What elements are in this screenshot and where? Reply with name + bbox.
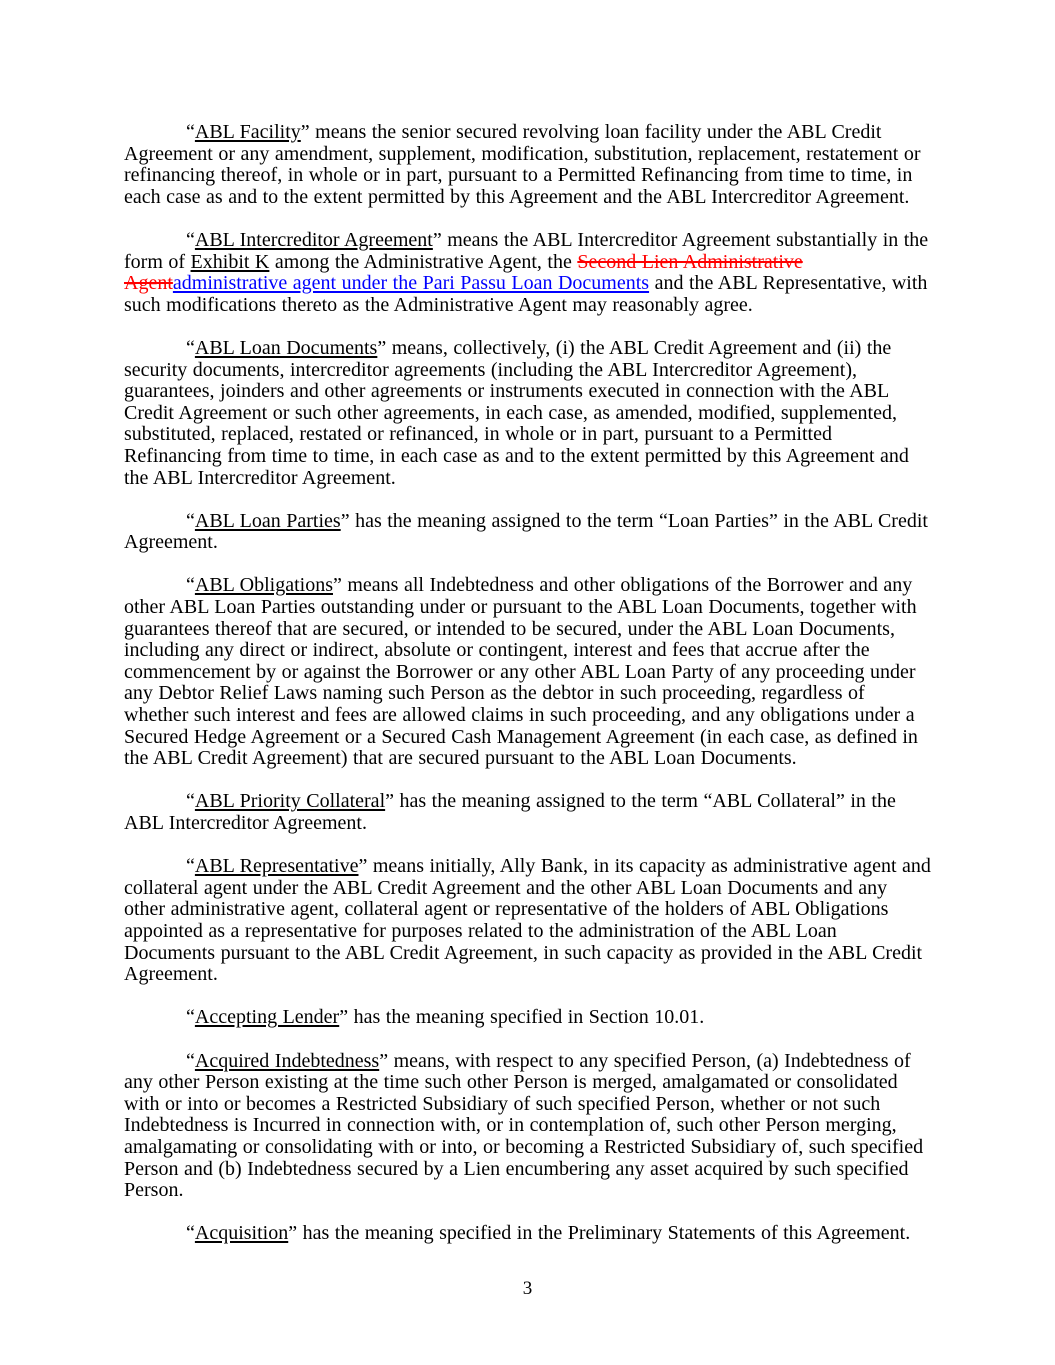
text-run: “ xyxy=(186,574,195,597)
deleted-text: Second Lien Administrative Agent xyxy=(124,250,803,295)
paragraph-4 xyxy=(124,511,932,554)
text-run: ” means all Indebtedness and other obligations of the Borrower and any other ABL Loan Parties outstanding under or pursuant to the ABL Loan Documents, together with guarantees thereof that are secured, or intended to be secured, under the ABL Loan Documents, including any direct or indirect, absolute or contingent, interest and fees that accrue after the commencement by or against the Borrower or any other ABL Loan Party of any proceeding under any Debtor Relief Laws naming such Person as the debtor in such proceeding, regardless of whether such interest and fees are allowed claims in such proceeding, and any obligations under a Secured Hedge Agreement or a Secured Cash Management Agreement (in each case, as defined in the ABL Credit Agreement) that are secured pursuant to the ABL Loan Documents. xyxy=(124,574,918,770)
paragraph-10 xyxy=(124,1223,932,1245)
page-number: 3 xyxy=(522,1278,533,1299)
text-run: ” means initially, Ally Bank, in its capacity as administrative agent and collateral agent under the ABL Credit Agreement and the other ABL Loan Documents and any other administrative agent, collateral agent or representative of the holders of ABL Obligations appointed as a representative for purposes related to the administration of the ABL Loan Documents pursuant to the ABL Credit Agreement, in such capacity as provided in the ABL Credit Agreement. xyxy=(124,855,931,986)
text-run: among the Administrative Agent, the xyxy=(269,250,578,273)
text-run: ” means the senior secured revolving loan facility under the ABL Credit Agreement or any amendment, supplement, modification, substitution, replacement, restatement or refinancing thereof, in whole or in part, pursuant to a Permitted Refinancing from time to time, in each case as and to the extent permitted by this Agreement and the ABL Intercreditor Agreement. xyxy=(124,121,921,208)
defined-term: Exhibit K xyxy=(190,250,270,273)
document-body xyxy=(124,122,932,1266)
text-run: “ xyxy=(186,790,195,813)
paragraph-5 xyxy=(124,575,932,769)
text-run: “ xyxy=(186,509,195,532)
paragraph-3 xyxy=(124,338,932,489)
paragraph-1 xyxy=(124,122,932,208)
defined-term: ABL Representative xyxy=(194,855,359,878)
text-run: ” means, collectively, (i) the ABL Credit Agreement and (ii) the security documents, intercreditor agreements (including the ABL Intercreditor Agreement), guarantees, joinders and other agreements or instruments executed in connection with the ABL Credit Agreement or such other agreements, in each case, as amended, modified, supplemented, substituted, replaced, restated or refinanced, in whole or in part, pursuant to a Permitted Refinancing from time to time, in each case as and to the extent permitted by this Agreement and the ABL Intercreditor Agreement. xyxy=(124,336,909,489)
paragraph-9 xyxy=(124,1051,932,1202)
defined-term: ABL Loan Parties xyxy=(194,509,341,532)
text-run: “ xyxy=(186,336,195,359)
defined-term: ABL Loan Documents xyxy=(194,336,378,359)
inserted-text: administrative agent under the Pari Passu Loan Documents xyxy=(172,272,650,295)
text-run: ” has the meaning specified in Section 10.01. xyxy=(339,1006,705,1029)
paragraph-6 xyxy=(124,791,932,834)
text-run: ” means, with respect to any specified Person, (a) Indebtedness of any other Person existing at the time such other Person is merged, amalgamated or consolidated with or into or becomes a Restricted Subsidiary of such specified Person, whether or not such Indebtedness is Incurred in connection with, or in contemplation of, such other Person merging, amalgamating or consolidating with or into, or becoming a Restricted Subsidiary of, such specified Person and (b) Indebtedness secured by a Lien encumbering any asset acquired by such specified Person. xyxy=(124,1049,924,1202)
defined-term: Acquired Indebtedness xyxy=(194,1049,380,1072)
paragraph-8 xyxy=(124,1007,932,1029)
text-run: ” has the meaning assigned to the term “ABL Collateral” in the ABL Intercreditor Agreement. xyxy=(124,790,896,834)
text-run: “ xyxy=(186,228,195,251)
text-run: ” means the ABL Intercreditor Agreement substantially in the form of xyxy=(124,228,929,273)
text-run: “ xyxy=(186,855,195,878)
text-run: “ xyxy=(186,121,195,143)
text-run: ” has the meaning assigned to the term “Loan Parties” in the ABL Credit Agreement. xyxy=(124,509,928,554)
defined-term: ABL Intercreditor Agreement xyxy=(194,228,433,251)
text-run: “ xyxy=(186,1006,195,1029)
text-run: and the ABL Representative, with such modifications thereto as the Administrative Agent may reasonably agree. xyxy=(124,272,928,316)
text-run: ” has the meaning specified in the Preliminary Statements of this Agreement. xyxy=(288,1222,911,1245)
defined-term: ABL Priority Collateral xyxy=(194,790,386,813)
text-run: “ xyxy=(186,1049,195,1072)
defined-term: Acquisition xyxy=(194,1222,289,1245)
defined-term: Accepting Lender xyxy=(194,1006,340,1029)
paragraph-7 xyxy=(124,856,932,986)
defined-term: ABL Facility xyxy=(194,121,301,143)
defined-term: ABL Obligations xyxy=(194,574,333,597)
paragraph-2 xyxy=(124,230,932,316)
text-run: “ xyxy=(186,1222,195,1245)
